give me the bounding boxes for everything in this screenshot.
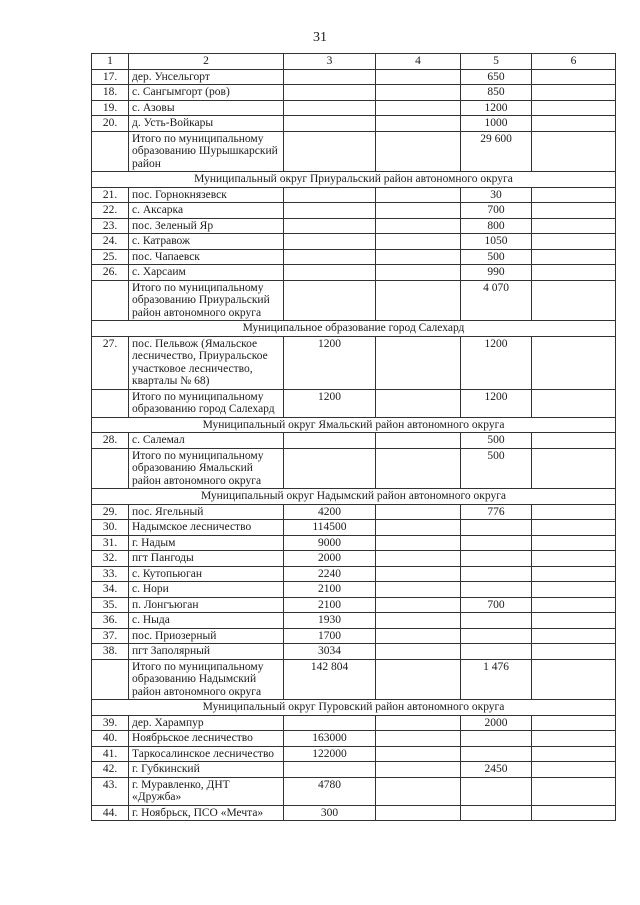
cell-settlement-name: с. Ныда [129,613,284,629]
cell-col-6 [532,280,616,321]
cell-col-6 [532,131,616,172]
cell-col-3: 2100 [284,597,376,613]
total-row [92,448,616,489]
header-cell-2: 2 [129,54,284,70]
cell-col-6 [532,777,616,805]
cell-col-6 [532,448,616,489]
cell-number: 18. [92,85,129,101]
cell-number: 43. [92,777,129,805]
cell-col-6 [532,731,616,747]
cell-col-5: 850 [461,85,532,101]
header-cell-1: 1 [92,54,129,70]
cell-col-4 [376,389,461,417]
table-row [92,336,616,389]
cell-col-6 [532,433,616,449]
cell-col-5: 650 [461,69,532,85]
cell-number [92,659,129,700]
cell-col-4 [376,85,461,101]
cell-col-5: 2450 [461,762,532,778]
table-row [92,731,616,747]
cell-col-3: 1200 [284,336,376,389]
cell-col-5: 1050 [461,234,532,250]
cell-col-6 [532,520,616,536]
table-row [92,805,616,821]
cell-col-3 [284,280,376,321]
cell-col-3: 4780 [284,777,376,805]
cell-col-5: 500 [461,249,532,265]
section-title: Муниципальное образование город Салехард [92,321,616,337]
cell-col-6 [532,551,616,567]
cell-col-6 [532,234,616,250]
cell-number: 40. [92,731,129,747]
table-row [92,100,616,116]
cell-col-5: 1200 [461,100,532,116]
table-row [92,628,616,644]
cell-settlement-name: с. Аксарка [129,203,284,219]
cell-settlement-name: Итого по муниципальному образованию Шурышкарский район [129,131,284,172]
cell-col-3 [284,234,376,250]
data-table [91,53,616,821]
header-cell-3: 3 [284,54,376,70]
cell-settlement-name: п. Лонгъюган [129,597,284,613]
header-cell-6: 6 [532,54,616,70]
cell-number: 44. [92,805,129,821]
cell-col-3: 1200 [284,389,376,417]
section-title: Муниципальный округ Пуровский район автономного округа [92,700,616,716]
cell-col-5 [461,746,532,762]
cell-col-3: 114500 [284,520,376,536]
table-row [92,520,616,536]
section-title: Муниципальный округ Приуральский район автономного округа [92,172,616,188]
cell-settlement-name: пос. Горнокнязевск [129,187,284,203]
cell-col-4 [376,69,461,85]
cell-col-5 [461,520,532,536]
cell-col-4 [376,249,461,265]
cell-number: 34. [92,582,129,598]
cell-col-4 [376,336,461,389]
cell-col-6 [532,644,616,660]
cell-settlement-name: пгт Заполярный [129,644,284,660]
cell-number: 31. [92,535,129,551]
cell-number: 22. [92,203,129,219]
cell-settlement-name: г. Ноябрьск, ПСО «Мечта» [129,805,284,821]
total-row [92,389,616,417]
cell-col-4 [376,566,461,582]
cell-col-4 [376,520,461,536]
cell-col-6 [532,389,616,417]
cell-col-3 [284,218,376,234]
header-cell-4: 4 [376,54,461,70]
cell-col-5: 1200 [461,389,532,417]
cell-col-4 [376,746,461,762]
section-header-row [92,489,616,505]
cell-settlement-name: Надымское лесничество [129,520,284,536]
cell-col-3: 300 [284,805,376,821]
cell-settlement-name: г. Губкинский [129,762,284,778]
cell-col-3: 1930 [284,613,376,629]
cell-col-3: 122000 [284,746,376,762]
cell-col-6 [532,628,616,644]
cell-settlement-name: с. Салемал [129,433,284,449]
cell-number: 38. [92,644,129,660]
cell-settlement-name: с. Катравож [129,234,284,250]
cell-settlement-name: Итого по муниципальному образованию Приуральский район автономного округа [129,280,284,321]
table-row [92,203,616,219]
cell-settlement-name: г. Муравленко, ДНТ «Дружба» [129,777,284,805]
cell-col-3 [284,131,376,172]
cell-col-6 [532,566,616,582]
cell-settlement-name: с. Сангымгорт (ров) [129,85,284,101]
cell-settlement-name: пгт Пангоды [129,551,284,567]
cell-col-3 [284,265,376,281]
cell-col-6 [532,805,616,821]
table-row [92,715,616,731]
table-row [92,566,616,582]
section-header-row [92,417,616,433]
cell-col-4 [376,116,461,132]
cell-col-5 [461,777,532,805]
cell-col-3: 2100 [284,582,376,598]
cell-settlement-name: с. Кутопьюган [129,566,284,582]
total-row [92,280,616,321]
cell-col-5 [461,535,532,551]
cell-col-6 [532,218,616,234]
cell-col-3: 142 804 [284,659,376,700]
cell-settlement-name: Итого по муниципальному образованию Ямальский район автономного округа [129,448,284,489]
cell-number [92,131,129,172]
cell-number: 24. [92,234,129,250]
table-row [92,187,616,203]
page-number: 31 [313,30,327,45]
cell-settlement-name: дер. Унсельгорт [129,69,284,85]
cell-settlement-name: д. Усть-Войкары [129,116,284,132]
section-title: Муниципальный округ Ямальский район автономного округа [92,417,616,433]
cell-col-3 [284,433,376,449]
cell-col-4 [376,448,461,489]
cell-col-4 [376,234,461,250]
cell-settlement-name: пос. Чапаевск [129,249,284,265]
cell-col-6 [532,249,616,265]
cell-number: 19. [92,100,129,116]
cell-col-4 [376,187,461,203]
cell-number: 17. [92,69,129,85]
cell-col-4 [376,731,461,747]
cell-number: 27. [92,336,129,389]
cell-col-5: 1000 [461,116,532,132]
cell-settlement-name: с. Харсаим [129,265,284,281]
cell-settlement-name: Итого по муниципальному образованию Надымский район автономного округа [129,659,284,700]
cell-col-4 [376,551,461,567]
cell-settlement-name: дер. Харампур [129,715,284,731]
table-row [92,535,616,551]
cell-col-5: 1 476 [461,659,532,700]
cell-col-3: 163000 [284,731,376,747]
cell-col-5 [461,582,532,598]
cell-col-3: 3034 [284,644,376,660]
section-header-row [92,321,616,337]
cell-number: 39. [92,715,129,731]
cell-col-5: 700 [461,203,532,219]
table-row [92,69,616,85]
cell-col-4 [376,777,461,805]
cell-col-3 [284,187,376,203]
cell-col-4 [376,659,461,700]
cell-col-6 [532,613,616,629]
cell-number: 29. [92,504,129,520]
cell-col-6 [532,504,616,520]
cell-number [92,389,129,417]
cell-col-6 [532,582,616,598]
cell-col-3 [284,116,376,132]
cell-col-5 [461,566,532,582]
cell-settlement-name: пос. Зеленый Яр [129,218,284,234]
cell-settlement-name: пос. Приозерный [129,628,284,644]
cell-col-4 [376,100,461,116]
total-row [92,659,616,700]
cell-settlement-name: с. Нори [129,582,284,598]
table-header-row [92,54,616,70]
cell-col-5: 776 [461,504,532,520]
cell-col-4 [376,433,461,449]
cell-col-6 [532,100,616,116]
cell-col-6 [532,597,616,613]
cell-col-3 [284,715,376,731]
cell-number: 21. [92,187,129,203]
cell-number: 25. [92,249,129,265]
cell-number: 41. [92,746,129,762]
cell-col-4 [376,535,461,551]
cell-number [92,448,129,489]
cell-col-4 [376,131,461,172]
cell-col-6 [532,265,616,281]
cell-col-3 [284,448,376,489]
cell-col-5: 800 [461,218,532,234]
cell-col-5 [461,628,532,644]
cell-col-5: 1200 [461,336,532,389]
cell-col-5: 30 [461,187,532,203]
table-row [92,234,616,250]
header-cell-5: 5 [461,54,532,70]
table-row [92,597,616,613]
cell-col-4 [376,715,461,731]
cell-number [92,280,129,321]
cell-col-5: 500 [461,433,532,449]
cell-col-3: 9000 [284,535,376,551]
cell-settlement-name: Таркосалинское лесничество [129,746,284,762]
table-row [92,504,616,520]
cell-col-4 [376,203,461,219]
table-row [92,582,616,598]
cell-number: 32. [92,551,129,567]
cell-settlement-name: с. Азовы [129,100,284,116]
cell-number: 42. [92,762,129,778]
cell-number: 28. [92,433,129,449]
table-row [92,777,616,805]
cell-col-4 [376,280,461,321]
cell-col-6 [532,746,616,762]
cell-col-6 [532,659,616,700]
cell-col-4 [376,218,461,234]
cell-col-5: 500 [461,448,532,489]
table-row [92,644,616,660]
cell-col-5 [461,644,532,660]
cell-col-6 [532,187,616,203]
table-row [92,265,616,281]
table-row [92,85,616,101]
table-row [92,249,616,265]
cell-col-3: 2240 [284,566,376,582]
cell-col-4 [376,504,461,520]
cell-col-4 [376,597,461,613]
section-title: Муниципальный округ Надымский район автономного округа [92,489,616,505]
cell-col-3 [284,100,376,116]
cell-col-6 [532,203,616,219]
table-row [92,762,616,778]
cell-settlement-name: Итого по муниципальному образованию город Салехард [129,389,284,417]
cell-number: 35. [92,597,129,613]
cell-col-4 [376,762,461,778]
table-row [92,116,616,132]
cell-number: 26. [92,265,129,281]
cell-col-5 [461,731,532,747]
cell-number: 23. [92,218,129,234]
cell-col-6 [532,116,616,132]
cell-col-4 [376,265,461,281]
cell-col-4 [376,628,461,644]
cell-number: 30. [92,520,129,536]
cell-col-6 [532,762,616,778]
cell-col-5: 29 600 [461,131,532,172]
cell-col-5 [461,613,532,629]
cell-col-6 [532,535,616,551]
cell-number: 37. [92,628,129,644]
cell-col-5: 700 [461,597,532,613]
cell-settlement-name: Ноябрьское лесничество [129,731,284,747]
cell-col-6 [532,69,616,85]
cell-number: 33. [92,566,129,582]
cell-col-5 [461,551,532,567]
cell-col-3 [284,762,376,778]
section-header-row [92,700,616,716]
cell-col-3 [284,203,376,219]
cell-col-4 [376,582,461,598]
cell-number: 36. [92,613,129,629]
cell-number: 20. [92,116,129,132]
cell-settlement-name: пос. Ягельный [129,504,284,520]
cell-col-5: 2000 [461,715,532,731]
cell-col-5: 4 070 [461,280,532,321]
cell-col-3: 2000 [284,551,376,567]
cell-settlement-name: пос. Пельвож (Ямальское лесничество, Приуральское участковое лесничество, кварталы № 68) [129,336,284,389]
cell-col-4 [376,644,461,660]
section-header-row [92,172,616,188]
table-row [92,613,616,629]
cell-col-6 [532,715,616,731]
cell-col-3: 4200 [284,504,376,520]
cell-col-3: 1700 [284,628,376,644]
table-row [92,218,616,234]
table-row [92,551,616,567]
cell-col-3 [284,249,376,265]
cell-col-5 [461,805,532,821]
table-row [92,746,616,762]
cell-col-5: 990 [461,265,532,281]
cell-col-6 [532,336,616,389]
table-body [92,54,616,821]
cell-col-4 [376,613,461,629]
cell-settlement-name: г. Надым [129,535,284,551]
cell-col-3 [284,85,376,101]
cell-col-4 [376,805,461,821]
table-row [92,433,616,449]
cell-col-6 [532,85,616,101]
total-row [92,131,616,172]
cell-col-3 [284,69,376,85]
